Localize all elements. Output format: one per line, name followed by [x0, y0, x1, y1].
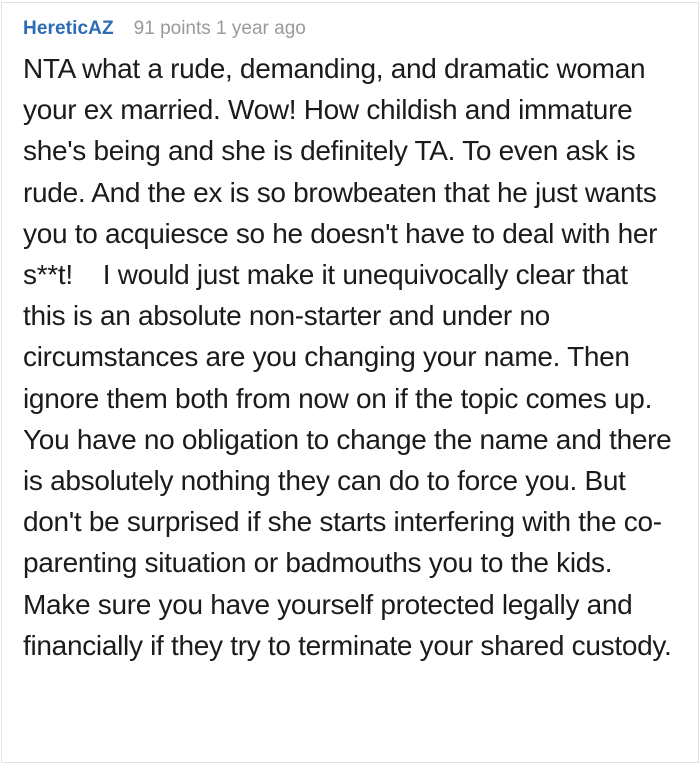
- comment-meta: 91 points 1 year ago: [133, 18, 306, 39]
- comment-header: [23, 18, 674, 40]
- comment-card: [1, 2, 699, 763]
- comment-body: NTA what a rude, demanding, and dramatic woman your ex married. Wow! How childish and immature she's being and she is definitely TA. To even ask is rude. And the ex is so browbeaten that he just wants you to acquiesce so he doesn't have to deal with her s**t! I would just make it unequivocally clear that this is an absolute non-starter and under no circumstances are you changing your name. Then ignore them both from now on if the topic comes up. You have no obligation to change the name and there is absolutely nothing they can do to force you. But don't be surprised if she starts interfering with the co-parenting situation or badmouths you to the kids. Make sure you have yourself protected legally and financially if they try to terminate your shared custody.: [23, 53, 679, 661]
- comment-author-link[interactable]: HereticAZ: [23, 18, 114, 39]
